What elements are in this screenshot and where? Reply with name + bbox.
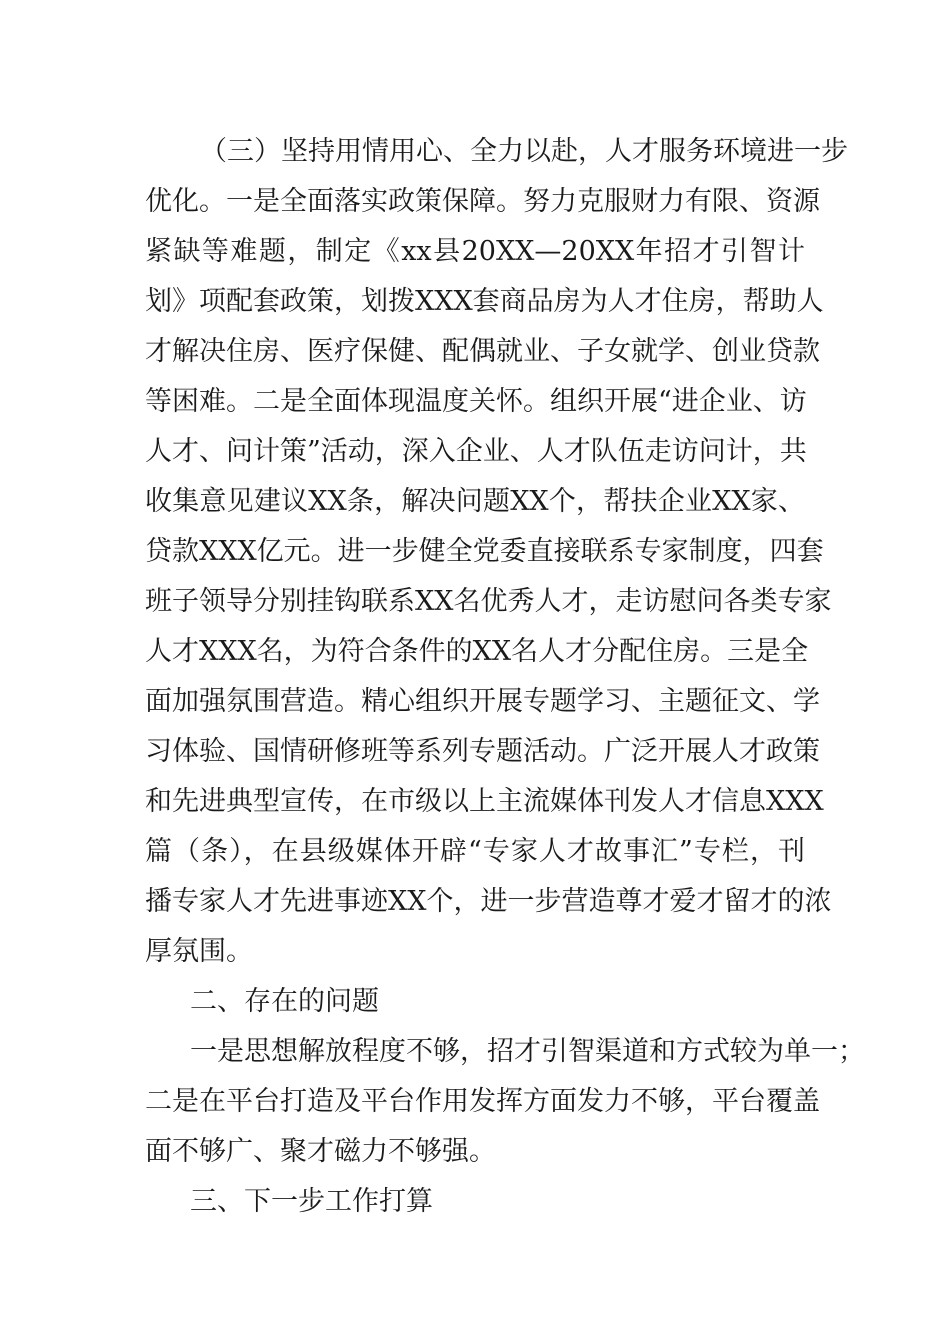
paragraph-line: 二是在平台打造及平台作用发挥方面发力不够，平台覆盖 xyxy=(145,1086,820,1117)
paragraph-line: 贷款XXX亿元。进一步健全党委直接联系专家制度，四套 xyxy=(145,536,824,567)
paragraph-line: 优化。一是全面落实政策保障。努力克服财力有限、资源 xyxy=(145,186,820,217)
section-heading: 三、下一步工作打算 xyxy=(190,1186,433,1217)
paragraph-line: （三）坚持用情用心、全力以赴，人才服务环境进一步 xyxy=(200,136,848,167)
paragraph-line: 篇（条），在县级媒体开辟“专家人才故事汇”专栏，刊 xyxy=(145,836,805,867)
paragraph-line: 一是思想解放程度不够，招才引智渠道和方式较为单一； xyxy=(190,1036,865,1067)
paragraph-line: 厚氛围。 xyxy=(145,936,253,967)
paragraph-line: 习体验、国情研修班等系列专题活动。广泛开展人才政策 xyxy=(145,736,820,767)
paragraph-line: 收集意见建议XX条，解决问题XX个，帮扶企业XX家、 xyxy=(145,486,805,517)
paragraph-line: 等困难。二是全面体现温度关怀。组织开展“进企业、访 xyxy=(145,386,807,417)
paragraph-line: 面加强氛围营造。精心组织开展专题学习、主题征文、学 xyxy=(145,686,820,717)
paragraph-line: 人才、问计策”活动，深入企业、人才队伍走访问计，共 xyxy=(145,436,807,467)
paragraph-line: 班子领导分别挂钩联系XX名优秀人才，走访慰问各类专家 xyxy=(145,586,832,617)
paragraph-line: 人才XXX名，为符合条件的XX名人才分配住房。三是全 xyxy=(145,636,809,667)
section-heading: 二、存在的问题 xyxy=(190,986,379,1017)
paragraph-line: 播专家人才先进事迹XX个，进一步营造尊才爱才留才的浓 xyxy=(145,886,832,917)
paragraph-line: 紧缺等难题，制定《xx县20XX—20XX年招才引智计 xyxy=(145,236,805,267)
paragraph-line: 和先进典型宣传，在市级以上主流媒体刊发人才信息XXX xyxy=(145,786,824,817)
paragraph-line: 才解决住房、医疗保健、配偶就业、子女就学、创业贷款 xyxy=(145,336,820,367)
paragraph-line: 划》项配套政策，划拨XXX套商品房为人才住房，帮助人 xyxy=(145,286,824,317)
paragraph-line: 面不够广、聚才磁力不够强。 xyxy=(145,1136,496,1167)
